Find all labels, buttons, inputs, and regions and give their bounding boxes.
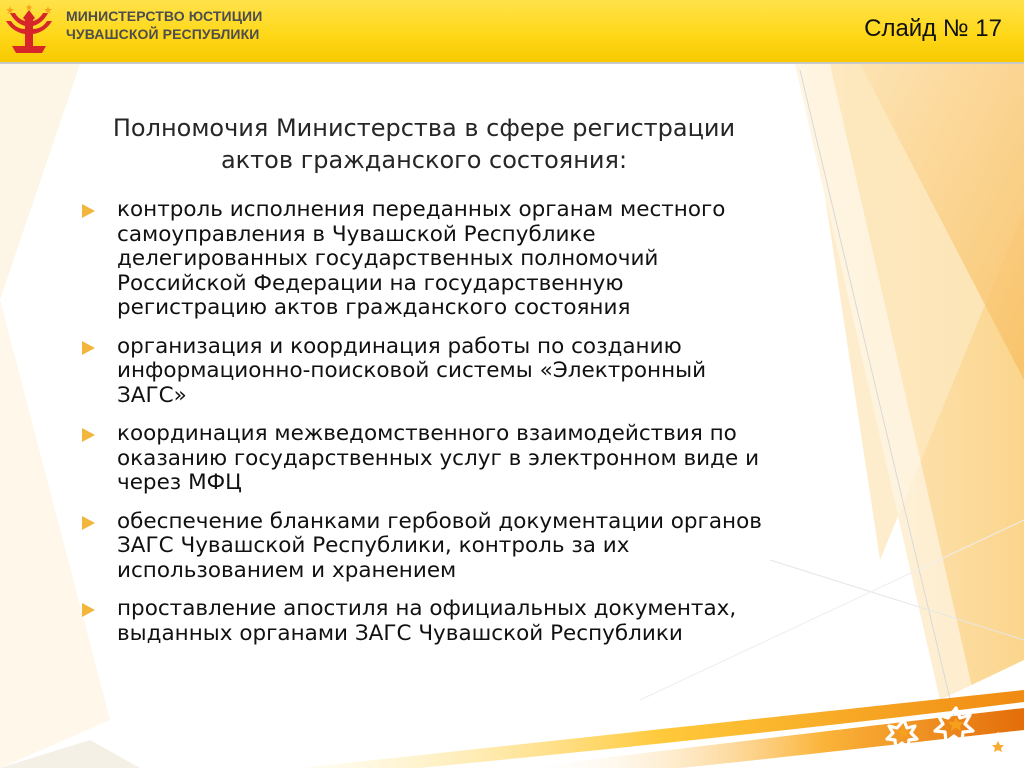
slide-title xyxy=(84,112,764,176)
bullet-text: организация и координация работы по созданию информационно-поисковой системы «Электронный ЗАГС» xyxy=(117,333,707,408)
ministry-name xyxy=(66,7,262,43)
triangle-bullet-icon xyxy=(82,603,95,617)
bullet-text: контроль исполнения переданных органам местного самоуправления в Чувашской Республике делегированных государственных полномочий Российской Федерации на государственную регистрацию актов гражданского состояния xyxy=(117,197,726,320)
bullet-list xyxy=(80,198,780,660)
slide-title-line1: Полномочия Министерства в сфере регистрации xyxy=(112,114,736,142)
triangle-bullet-icon xyxy=(82,204,95,218)
header-bar xyxy=(0,0,1024,64)
bullet-item xyxy=(80,510,780,584)
chuvash-emblem-icon xyxy=(4,4,54,56)
slide-title-line2: актов гражданского состояния: xyxy=(220,146,628,174)
triangle-bullet-icon xyxy=(82,516,95,530)
bullet-item xyxy=(80,597,780,646)
ministry-name-line2: ЧУВАШСКОЙ РЕСПУБЛИКИ xyxy=(66,26,260,42)
bullet-item xyxy=(80,422,780,496)
bullet-text: обеспечение бланками гербовой документации органов ЗАГС Чувашской Республики, контроль за их использованием и хранением xyxy=(117,508,762,583)
bullet-item xyxy=(80,198,780,321)
bullet-text: проставление апостиля на официальных документах, выданных органами ЗАГС Чувашской Республики xyxy=(117,596,737,646)
chuvash-star-ornament-icon xyxy=(880,700,1024,768)
triangle-bullet-icon xyxy=(82,428,95,442)
triangle-bullet-icon xyxy=(82,341,95,355)
ministry-name-line1: МИНИСТЕРСТВО ЮСТИЦИИ xyxy=(66,8,263,24)
bullet-text: координация межведомственного взаимодействия по оказанию государственных услуг в электронном виде и через МФЦ xyxy=(117,421,760,495)
bullet-item xyxy=(80,335,780,409)
slide-number: Слайд № 17 xyxy=(864,15,1002,42)
